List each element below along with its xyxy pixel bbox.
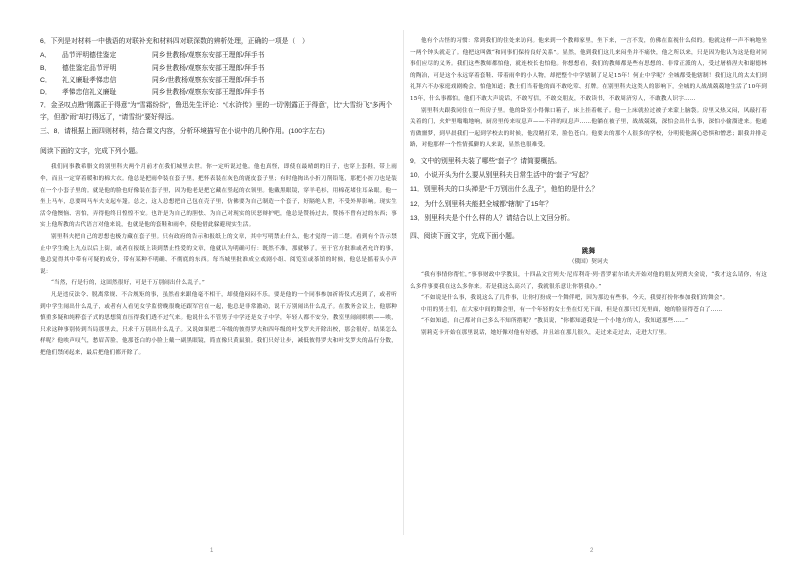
passage-paragraph: 别莉克卡开始在那里说话，她好像对他有好感，并且站在那儿很久，走过来走过去，走进大厅里。 — [421, 329, 671, 336]
question-12: 12．为什么别里科夫能把全城都“辖制”了15年？ — [410, 200, 552, 208]
question-8: 三、8．请根据上面四则材料，结合课文内容，分析环境描写在小说中的几种作用。(100字左右) — [40, 128, 325, 136]
passage-paragraph: “不如知道，自己都对自己多么不知所措呢？”教员说，“你都知道我是一个小地方的人，我知道那些……” — [421, 318, 689, 325]
passage-paragraph: “不如说是什么事，我说这么了几件事，让你打扮成一个舞伴吧，因为那边有些事，今天，我要打扮你参加我们的舞会”。 — [421, 295, 729, 302]
question-13: 13．别里科夫是个什么样的人？请结合以上文回分析。 — [410, 214, 574, 222]
question-7: 7．金圣叹点勘“刚露正于得意”为“雪霜纷纷”，鲁迅先生评论：“《水浒传》里的一切‘刚露正于得意’，比“大雪纷飞”多两个字，但那“雨”却打得远了，“请雪纷”要好得远。 — [40, 101, 393, 122]
column-divider — [403, 30, 404, 535]
page-number-right: 2 — [590, 548, 594, 554]
passage-paragraph: “当然，行是行的，这固然很好，可是千万别闹出什么乱子。” — [51, 280, 205, 287]
passage-paragraph: 别里科夫跟我同住在一所房子里。他的卧室小得像口箱子，床上挂着帐子。他一上床就拉过被子来蒙上脑袋。房里又热又闷，风敲打着关着的门，火炉里嗡嗡地响，厨房里传来叹息声——不祥的叹息声……他躺在被子里，战战兢兢，深怕会出什么事，深怕小偷溜进来。他通宵做噩梦，到早晨我们一起到学校去的时候，他没精打采，脸色苍白。他要去的那个人很多的学校，分明使他满心恐惧和憎恶；跟我并排走路，对他那样一个性情孤僻的人来说，显然也很难受。 — [410, 107, 767, 149]
question-9: 9．文中的别里科夫装了哪些“套子”？请简要概括。 — [410, 157, 562, 165]
left-column — [40, 36, 397, 360]
passage-paragraph: 别里科夫把自己的思想也极力藏在套子里。只有政府的告示和报纸上的文章，其中写明禁止什么，他才觉得一清二楚。看到有个告示禁止中学生晚上九点以后上街，或者在报纸上读到禁止性爱的文章，他就认为明确可行：既然不准，那就够了。至于官方批准或者允许的事，他总觉得其中带有可疑的成分，带有某种不明确、不彻底的东西。每当城里批准成立戏剧小组、阅览室或茶馆的时候，他总是摇着头小声说： — [40, 234, 397, 275]
option-letter: C． — [40, 77, 52, 85]
option-c — [40, 75, 397, 87]
passage-paragraph: 中用的男士们，在大家中间的舞会里，有一个年轻的女士坐在灯光下面，但是在那只灯光里面，她的脸显得苍白了…… — [421, 306, 723, 313]
option-text: 德佳鉴定品节评明 — [62, 64, 117, 72]
reading-lead: 阅读下面的文字，完成下列小题。 — [40, 148, 142, 156]
option-detail: 同乡/世教杨观察东安部王理郎/拜手书 — [152, 77, 265, 85]
section-4-heading: 四、阅读下面文字，完成下面小题。 — [410, 232, 519, 240]
page-number-left: 1 — [210, 548, 214, 554]
question-11: 11．别里科夫的口头禅是“千万别出什么乱子”，他怕的是什么？ — [410, 186, 599, 194]
story-title: 跳舞 — [581, 246, 596, 255]
option-detail: 同乡世教杨/观察东安部王理郎/拜手书 — [152, 64, 265, 72]
question-6-stem: 6．下列是对材料一中俄语的对联补充和材料四对联深数的辨析处理，正确的一项是（ ） — [40, 38, 309, 45]
option-letter: D． — [40, 89, 52, 97]
option-b — [40, 63, 397, 75]
option-detail: 同乡世教杨/观察东安部王理郎/拜手书 — [152, 52, 265, 60]
right-column — [410, 36, 767, 340]
option-text: 孝悌忠信礼义廉耻 — [62, 89, 117, 97]
passage-paragraph: 凡是违反法令、脱离常规、不合规矩的事，虽然看来跟他毫不相干，却使他闷闷不乐。要是他的一个同事参加祈祷仪式迟到了，或者听到中学生闹出什么乱子，或者有人看见女学监傍晚很晚还跟军官在一起，他总是非常激动，说千万别闹出什么乱子。在教务会议上，他那种慎重多疑和纯粹套子式的思想简直压得我们透不过气来。他说什么不管男子中学还是女子中学，年轻人都不安分，教室里闹闹哄哄——唉，只求这种事别传到当局那里去，只求千万别出什么乱子。又说如果把二年级的彼得罗夫和四年级的叶戈罗夫开除出校，那会很好。结果怎么样呢？他唉声叹气，愁眉苦脸，他那苍白的小脸上戴一副黑眼镜，简直像只黄鼠狼。我们只好让步，减低彼得罗夫和叶戈罗夫的品行分数，把他们禁闭起来，最后把他们都开除了。 — [40, 291, 397, 356]
passage-paragraph: “我有事情你帮忙，”事事财政中学教员，十四品文官列夫·尼库利奇·列·普罗霍尔诺夫开始对他的朋友列贾夫金说，“我才这么请你，有这么多件事要我在这么多你来。若是我这么高兴了，我就很乐意让你帮我办。” — [410, 271, 767, 290]
option-text: 品节评明德佳鉴定 — [62, 52, 117, 60]
option-text: 礼义廉耻孝悌忠信 — [62, 77, 117, 85]
question-10: 10．小说开头为什么要从别里科夫日常生活中的“套子”写起？ — [410, 172, 593, 180]
passage-paragraph: 他有个古怪的习惯：常到我们的住处来访问。他来到一个教师家里，坐下来，一言不发，仿佛在监视什么似的。他就这样一声不响地坐一两个钟头就走了。他把这叫做“和同事们保持良好关系”。显然，他到我们这儿来闷坐并不痛快，他之所以来，只是因为他认为这是他对同事们应尽的义务。我们这些教师都怕他，就连校长也怕他。你想想看，我们的教师都是些有思想的、非常正派的人，受过屠格涅夫和谢德林的陶冶，可是这个永远穿着套鞋、带着雨伞的小人物，却把整个中学辖制了足足15年！何止中学呢？全城都受他辖制！我们这儿的太太们到礼拜六不办家庭戏剧晚会，怕他知道；教士们当着他的面不敢吃荤、打牌。在别里科夫这类人的影响下，全城的人战战兢兢地生活了10年到15年，什么事都怕。他们不敢大声说话，不敢写信，不敢交朋友，不敢读书，不敢周济穷人，不敢教人识字…… — [410, 38, 767, 102]
option-d — [40, 87, 397, 99]
option-a — [40, 50, 397, 62]
option-letter: B． — [40, 64, 52, 72]
option-letter: A． — [40, 52, 52, 60]
option-detail: 同乡世教杨/观察东安部王理郎/拜手书 — [152, 89, 265, 97]
passage-paragraph: 我们同事教希腊文的别里科夫两个月前才在我们城里去世。你一定听说过他。他也真怪，即使在最晴朗的日子，也穿上套鞋，带上雨伞，而且一定穿着暖和的棉大衣。他总是把雨伞装在套子里，把怀表装在灰色的鹿皮套子里；有时他掏出小折刀削铅笔，那把小折刀也是装在一个小套子里的。就是他的脸也好像装在套子里，因为他老是把它藏在竖起的衣领里。他戴黑眼镜，穿羊毛衫，用棉花堵住耳朵眼。他一坐上马车，总要叫马车夫支起车篷。总之，这人总想把自己包在壳子里，仿佛要为自己制造一个套子，好隔绝人世，不受外界影响。现实生活令他懊恼、害怕，弄得他终日惶惶不安。也许是为自己的胆怯、为自己对现实的厌恶辩护吧，他总是赞扬过去，赞扬不曾有过的东西；事实上他所教的古代语言对他来说，也就是他的套鞋和雨伞，使他借此躲避现实生活。 — [40, 164, 397, 229]
story-author: （俄国）契诃夫 — [568, 258, 609, 265]
